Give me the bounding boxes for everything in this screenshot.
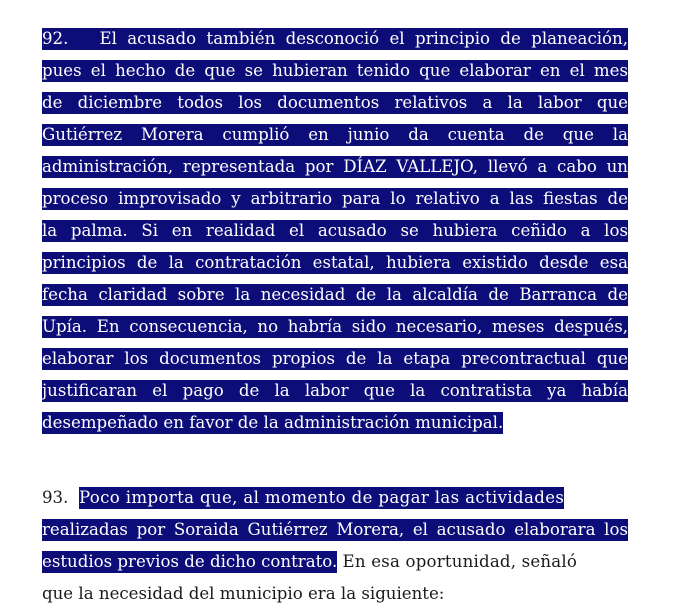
paragraph-93-line-4 xyxy=(42,579,628,609)
paragraph-92-text-line-8: principios de la contratación estatal, hubiera existido desde esa xyxy=(42,253,628,272)
paragraph-92-text-line-2: pues el hecho de que se hubieran tenido que elaborar en el mes xyxy=(42,61,628,80)
paragraph-93-line-2 xyxy=(42,515,628,545)
paragraph-92-text-line-3: de diciembre todos los documentos relativos a la labor que xyxy=(42,93,628,112)
paragraph-93-highlight-line-3: estudios previos de dicho contrato. xyxy=(42,552,338,571)
paragraph-93-highlight-line-1: Poco importa que, al momento de pagar las actividades xyxy=(78,488,565,507)
paragraph-92-text-line-10: Upía. En consecuencia, no habría sido necesario, meses después, xyxy=(42,317,628,336)
paragraph-92-line-6 xyxy=(42,184,628,214)
paragraph-92-text-line-6: proceso improvisado y arbitrario para lo relativo a las fiestas de xyxy=(42,189,628,208)
paragraph-92-line-8 xyxy=(42,248,628,278)
paragraph-92-text-line-5: administración, representada por DÍAZ VALLEJO, llevó a cabo un xyxy=(42,157,628,176)
paragraph-92-text-line-13: desempeñado en favor de la administración municipal. xyxy=(42,413,504,432)
paragraph-92-line-10 xyxy=(42,312,628,342)
paragraph-93-highlight-line-2: realizadas por Soraida Gutiérrez Morera, el acusado elaborara los xyxy=(42,520,628,539)
paragraph-93-line-3 xyxy=(42,547,628,577)
paragraph-92-number: 92. xyxy=(42,29,69,48)
paragraph-92-line-1 xyxy=(42,24,628,54)
paragraph-92-text-line-4: Gutiérrez Morera cumplió en junio da cuenta de que la xyxy=(42,125,628,144)
paragraph-93-plain-line-4: que la necesidad del municipio era la siguiente: xyxy=(42,584,445,603)
paragraph-92-text-line-12: justificaran el pago de la labor que la contratista ya había xyxy=(42,381,628,400)
paragraph-92-text-line-11: elaborar los documentos propios de la etapa precontractual que xyxy=(42,349,628,368)
paragraph-92-line-3 xyxy=(42,88,628,118)
paragraph-93-line-1 xyxy=(42,483,628,513)
paragraph-93-number: 93. xyxy=(42,488,69,507)
paragraph-92-line-4 xyxy=(42,120,628,150)
paragraph-92-line-13 xyxy=(42,408,628,438)
paragraph-92-line-7 xyxy=(42,216,628,246)
paragraph-92-line-2 xyxy=(42,56,628,86)
paragraph-92-text-line-1: El acusado también desconoció el principio de planeación, xyxy=(99,29,628,48)
paragraph-92-line-12 xyxy=(42,376,628,406)
paragraph-92-line-11 xyxy=(42,344,628,374)
paragraph-92-text-line-9: fecha claridad sobre la necesidad de la alcaldía de Barranca de xyxy=(42,285,628,304)
paragraph-93-plain-line-3: En esa oportunidad, señaló xyxy=(342,552,578,571)
paragraph-92-line-5 xyxy=(42,152,628,182)
paragraph-92-line-9 xyxy=(42,280,628,310)
paragraph-92-text-line-7: la palma. Si en realidad el acusado se hubiera ceñido a los xyxy=(42,221,628,240)
